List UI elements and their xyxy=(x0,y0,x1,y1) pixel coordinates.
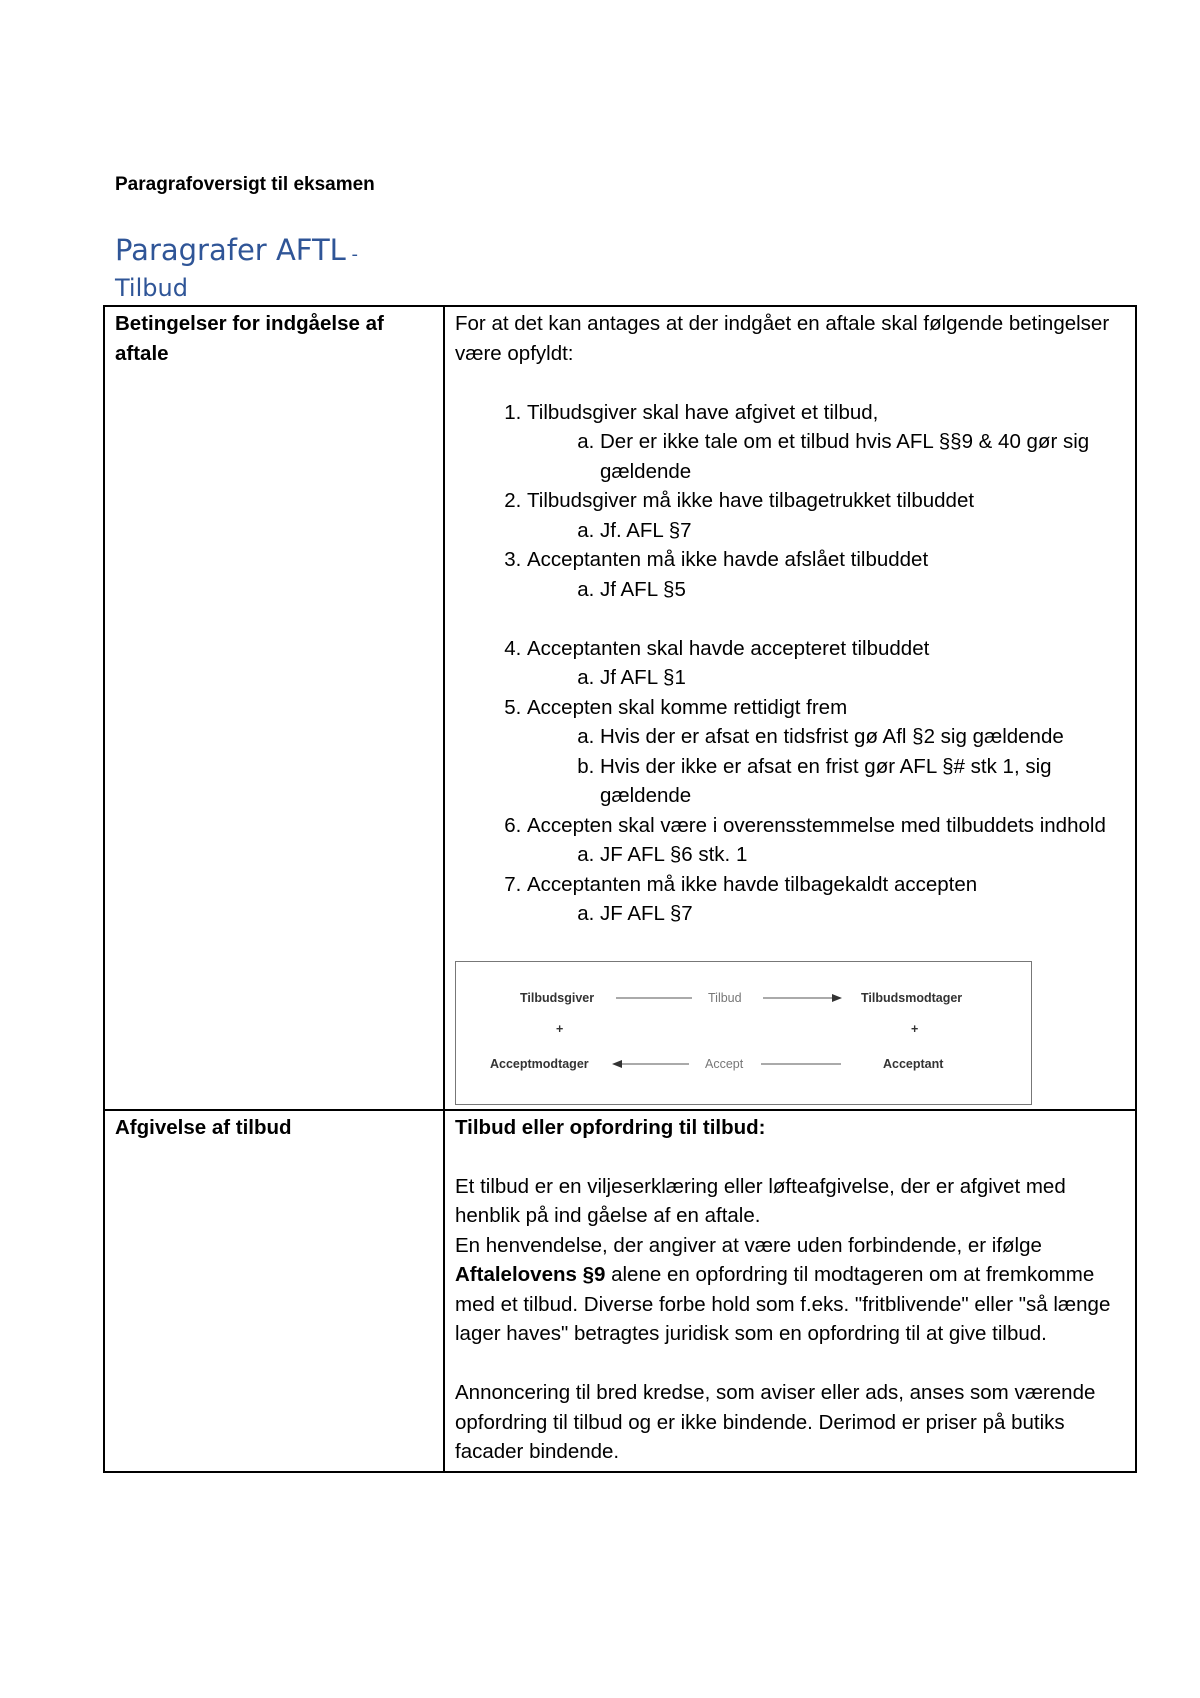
list-item: 3. Acceptanten må ikke havde afslået tilbuddet a. Jf AFL §5 xyxy=(527,545,1125,604)
sub-item: a. JF AFL §6 stk. 1 xyxy=(600,840,1125,870)
sub-item: a. Hvis der er afsat en tidsfrist gø Afl §2 sig gældende xyxy=(600,722,1125,752)
section-heading xyxy=(115,232,358,303)
table-row xyxy=(104,1110,1136,1472)
list-item: 4. Acceptanten skal havde accepteret tilbuddet a. Jf AFL §1 xyxy=(527,634,1125,693)
law-reference: Aftalelovens §9 xyxy=(455,1263,606,1286)
diagram-accept: Accept xyxy=(705,1056,744,1071)
paragraph: Et tilbud er en viljeserklæring eller løfteafgivelse, der er afgivet med henblik på ind gåelse af en aftale. xyxy=(455,1174,1066,1227)
sub-item: b. Hvis der ikke er afsat en frist gør AFL §# stk 1, sig gældende xyxy=(600,752,1125,811)
row-label: Betingelser for indgåelse af aftale xyxy=(104,306,444,1110)
diagram-tilbudsmodtager: Tilbudsmodtager xyxy=(861,990,963,1005)
heading-dash: - xyxy=(345,244,359,265)
diagram-arrows xyxy=(456,962,1031,1104)
paragraph: Annoncering til bred kredse, som aviser eller ads, anses som værende opfordring til tilbud og er ikke bindende. Derimod er priser på butiks facader bindende. xyxy=(455,1381,1096,1463)
row-content xyxy=(444,1110,1136,1472)
sub-item: a. Jf AFL §1 xyxy=(600,663,1125,693)
diagram-tilbudsgiver: Tilbudsgiver xyxy=(520,990,595,1005)
diagram-acceptmodtager: Acceptmodtager xyxy=(490,1056,589,1071)
list-item: 2. Tilbudsgiver må ikke have tilbagetrukket tilbuddet a. Jf. AFL §7 xyxy=(527,486,1125,545)
offer-acceptance-diagram xyxy=(455,961,1032,1105)
row-content xyxy=(444,306,1136,1110)
conditions-list xyxy=(455,398,1125,929)
page-title: Paragrafoversigt til eksamen xyxy=(115,174,375,195)
list-item: 1. Tilbudsgiver skal have afgivet et tilbud, a. Der er ikke tale om et tilbud hvis AFL §§9 & 40 gør sig gældende xyxy=(527,398,1125,487)
row-heading: Tilbud eller opfordring til tilbud: xyxy=(455,1115,766,1139)
list-item: 7. Acceptanten må ikke havde tilbagekaldt accepten a. JF AFL §7 xyxy=(527,870,1125,929)
sub-item: a. Jf. AFL §7 xyxy=(600,516,1125,546)
sub-item: a. Jf AFL §5 xyxy=(600,575,1125,605)
list-item: 5. Accepten skal komme rettidigt frem a. Hvis der er afsat en tidsfrist gø Afl §2 sig gældende b. Hvis der ikke er afsat en frist gør AFL §# stk 1, sig gældende xyxy=(527,693,1125,811)
diagram-tilbud: Tilbud xyxy=(708,990,742,1005)
sub-item: a. Der er ikke tale om et tilbud hvis AFL §§9 & 40 gør sig gældende xyxy=(600,427,1125,486)
table-row xyxy=(104,306,1136,1110)
heading-sub: Tilbud xyxy=(115,274,188,302)
heading-main: Paragrafer AFTL xyxy=(115,233,346,267)
paragraph-table xyxy=(103,305,1137,1473)
diagram-acceptant: Acceptant xyxy=(883,1056,944,1071)
intro-text: For at det kan antages at der indgået en aftale skal følgende betingelser være opfyldt: xyxy=(455,312,1110,365)
list-item: 6. Accepten skal være i overensstemmelse med tilbuddets indhold a. JF AFL §6 stk. 1 xyxy=(527,811,1125,870)
row-label: Afgivelse af tilbud xyxy=(104,1110,444,1472)
diagram-plus-right: + xyxy=(911,1021,919,1036)
sub-item: a. JF AFL §7 xyxy=(600,899,1125,929)
diagram-plus-left: + xyxy=(556,1021,564,1036)
paragraph: En henvendelse, der angiver at være uden forbindende, er ifølge Aftalelovens §9 alene en opfordring til modtageren om at fremkomme med et tilbud. Diverse forbe hold som f.eks. "fritblivende" eller "så længe lager haves" betragtes juridisk som en opfordring til at give tilbud. xyxy=(455,1233,1111,1345)
